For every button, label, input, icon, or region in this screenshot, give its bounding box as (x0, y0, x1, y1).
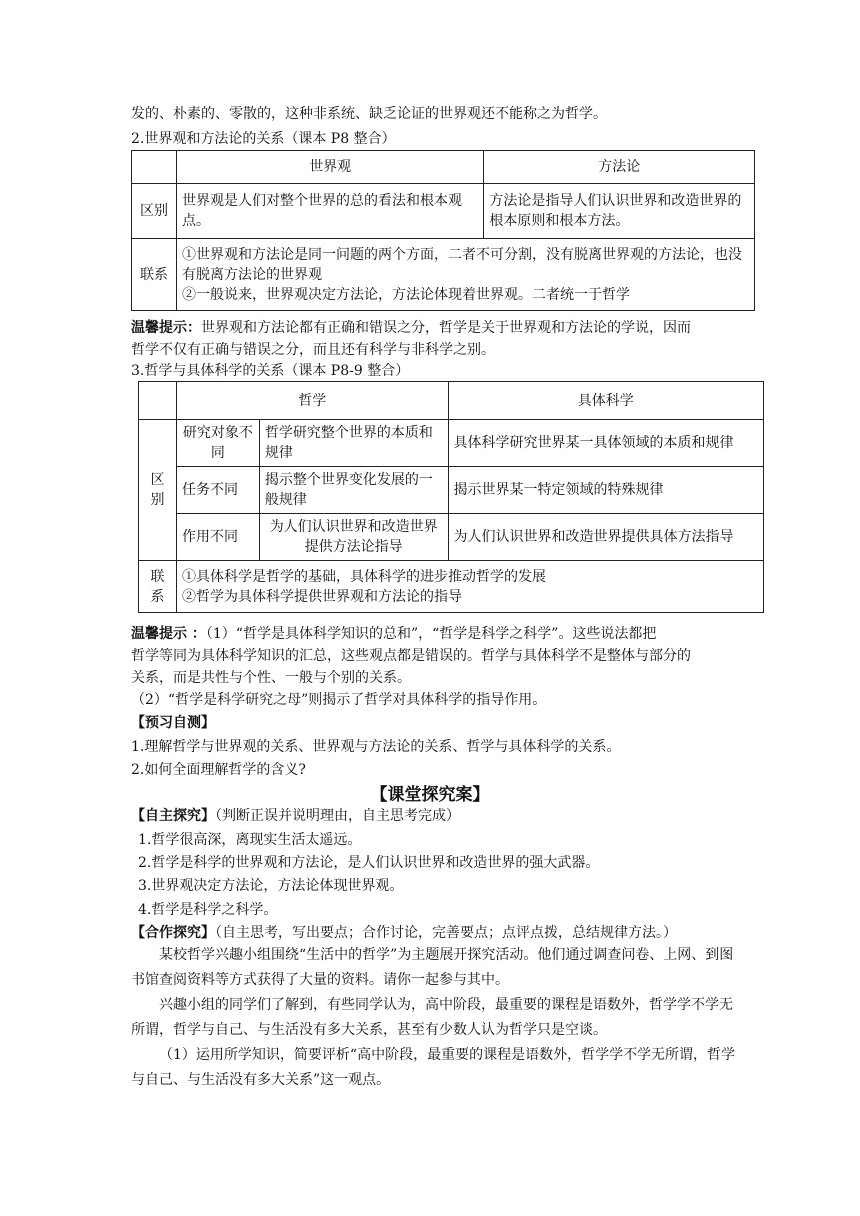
tip-1-text: 世界观和方法论都有正确和错误之分，哲学是关于世界观和方法论的学说，因而 (201, 320, 691, 336)
connection-point-1: ①世界观和方法论是同一问题的两个方面，二者不可分割，没有脱离世界观的方法论，也没有脱离方法论的世界观 (181, 246, 742, 283)
table-header-methodology: 方法论 (484, 151, 755, 184)
connection2-point-2: ②哲学为具体科学提供世界观和方法论的指导 (181, 588, 462, 605)
cooperation-note: （自主思考，写出要点；合作讨论，完善要点；点评点拨，总结规律方法。） (215, 925, 677, 941)
table-header-worldview: 世界观 (176, 151, 483, 184)
cooperation-paragraph-2: 兴趣小组的同学们了解到，有些同学认为，高中阶段，最重要的课程是语数外，哲学学不学无所谓，哲学与自己、与生活没有多大关系，甚至有少数人认为哲学只是空谈。 (131, 997, 733, 1038)
paragraph-continuation: 发的、朴素的、零散的，这种非系统、缺乏论证的世界观还不能称之为哲学。 (131, 106, 607, 122)
tip-2-text-1: （1）“哲学是具体科学知识的总和”，“哲学是科学之科学”。这些说法都把 (205, 626, 657, 642)
cooperation-title: 【合作探究】 (131, 925, 215, 941)
table2-header-empty (139, 382, 177, 420)
label-research-object: 研究对象不同 (176, 420, 259, 467)
cell-science-task: 揭示世界某一特定领域的特殊规律 (448, 467, 763, 514)
preview-question-2: 2.如何全面理解哲学的含义? (131, 762, 306, 778)
cell-philosophy-object: 哲学研究整个世界的本质和规律 (259, 420, 448, 467)
self-item-3: 3.世界观决定方法论，方法论体现世界观。 (138, 878, 404, 894)
row-label-difference-2: 区别 (139, 420, 177, 561)
tip-1-line-2: 哲学不仅有正确与错误之分，而且还有科学与非科学之别。 (131, 342, 495, 358)
cooperation-header (131, 923, 677, 943)
tip-1-label: 温馨提示： (131, 320, 201, 336)
connection2-point-1: ①具体科学是哲学的基础，具体科学的进步推动哲学的发展 (181, 568, 546, 585)
table-header-empty (132, 151, 177, 184)
label-function: 作用不同 (176, 514, 259, 561)
cell-connection-2 (176, 561, 763, 613)
self-exploration-title: 【自主探究】 (131, 808, 215, 824)
tip-2-line-1 (131, 624, 656, 644)
class-exploration-title: 【课堂探究案】 (370, 785, 490, 805)
self-item-4: 4.哲学是科学之科学。 (138, 902, 278, 918)
cell-science-function: 为人们认识世界和改造世界提供具体方法指导 (448, 514, 763, 561)
cell-science-object: 具体科学研究世界某一具体领域的本质和规律 (448, 420, 763, 467)
cell-worldview-definition: 世界观是人们对整个世界的总的看法和根本观点。 (176, 184, 483, 239)
worldview-methodology-table (131, 150, 755, 311)
row-label-connection-2: 联系 (139, 561, 177, 613)
tip-2-line-4: （2）“哲学是科学研究之母”则揭示了哲学对具体科学的指导作用。 (131, 692, 547, 708)
label-task: 任务不同 (176, 467, 259, 514)
section-title-worldview-methodology: 2.世界观和方法论的关系（课本 P8 整合） (131, 131, 396, 147)
cell-philosophy-function: 为人们认识世界和改造世界提供方法论指导 (259, 514, 448, 561)
cell-philosophy-task: 揭示整个世界变化发展的一般规律 (259, 467, 448, 514)
cell-methodology-definition: 方法论是指导人们认识世界和改造世界的根本原则和根本方法。 (484, 184, 755, 239)
tip-2-label: 温馨提示 ： (131, 626, 206, 642)
self-exploration-header (131, 806, 460, 826)
tip-1-line-1 (131, 318, 691, 338)
cooperation-paragraph-1: 某校哲学兴趣小组围绕“生活中的哲学”为主题展开探究活动。他们通过调查问卷、上网、到图书馆查阅资料等方式获得了大量的资料。请你一起参与其中。 (131, 947, 734, 988)
self-exploration-note: （判断正误并说明理由，自主思考完成） (215, 808, 460, 824)
cell-connection (176, 239, 754, 311)
preview-title: 【预习自测】 (131, 715, 215, 731)
tip-2-line-3: 关系，而是共性与个性、一般与个别的关系。 (131, 670, 411, 686)
row-label-connection: 联系 (132, 239, 177, 311)
cooperation-paragraph-3: （1）运用所学知识，简要评析“高中阶段，最重要的课程是语数外，哲学学不学无所谓，哲学与自己、与生活没有多大关系”这一观点。 (131, 1047, 736, 1088)
section-title-philosophy-science: 3.哲学与具体科学的关系（课本 P8-9 整合） (131, 363, 410, 379)
table2-header-science: 具体科学 (448, 382, 763, 420)
connection-point-2: ②一般说来，世界观决定方法论，方法论体现着世界观。二者统一于哲学 (181, 286, 630, 303)
self-item-1: 1.哲学很高深，离现实生活太遥远。 (138, 832, 362, 848)
row-label-difference: 区别 (132, 184, 177, 239)
philosophy-science-table (138, 381, 764, 613)
tip-2-line-2: 哲学等同为具体科学知识的汇总，这些观点都是错误的。哲学与具体科学不是整体与部分的 (131, 648, 691, 664)
self-item-2: 2.哲学是科学的世界观和方法论，是人们认识世界和改造世界的强大武器。 (138, 855, 600, 871)
table2-header-philosophy: 哲学 (176, 382, 448, 420)
preview-question-1: 1.理解哲学与世界观的关系、世界观与方法论的关系、哲学与具体科学的关系。 (131, 739, 621, 755)
